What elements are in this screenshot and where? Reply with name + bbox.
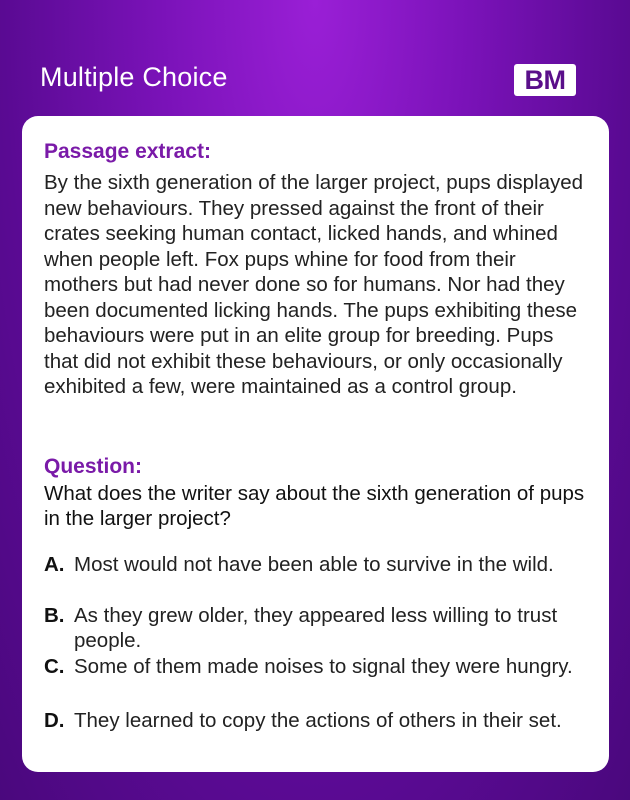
option-a[interactable] — [44, 552, 584, 577]
option-d[interactable] — [44, 706, 584, 736]
option-text: Most would not have been able to survive in the wild. — [74, 553, 554, 576]
option-text: They learned to copy the actions of others in their set. — [74, 709, 562, 732]
option-c[interactable] — [44, 654, 584, 679]
bm-logo: BM — [514, 64, 576, 96]
option-letter: C. — [44, 655, 65, 678]
option-letter: A. — [44, 553, 65, 576]
page-title: Multiple Choice — [40, 62, 228, 92]
option-letter: B. — [44, 604, 65, 627]
question-text: What does the writer say about the sixth generation of pups in the larger project? — [44, 482, 585, 530]
passage-heading: Passage extract: — [44, 140, 211, 163]
option-text: Some of them made noises to signal they were hungry. — [74, 655, 573, 678]
option-text: As they grew older, they appeared less willing to trust people. — [74, 604, 558, 652]
option-letter: D. — [44, 709, 65, 732]
question-heading: Question: — [44, 455, 142, 478]
passage-text: By the sixth generation of the larger project, pups displayed new behaviours. They pressed against the front of their crates seeking human contact, licked hands, and whined when people left. Fox pups whine for food from their mothers but had never done so for humans. Nor had they been documented licking hands. The pups exhibiting these behaviours were put in an elite group for breeding. Pups that did not exhibit these behaviours, or only occasionally exhibited a few, were maintained as a control group. — [44, 171, 584, 398]
option-b[interactable] — [44, 603, 584, 653]
question-card — [22, 116, 609, 772]
